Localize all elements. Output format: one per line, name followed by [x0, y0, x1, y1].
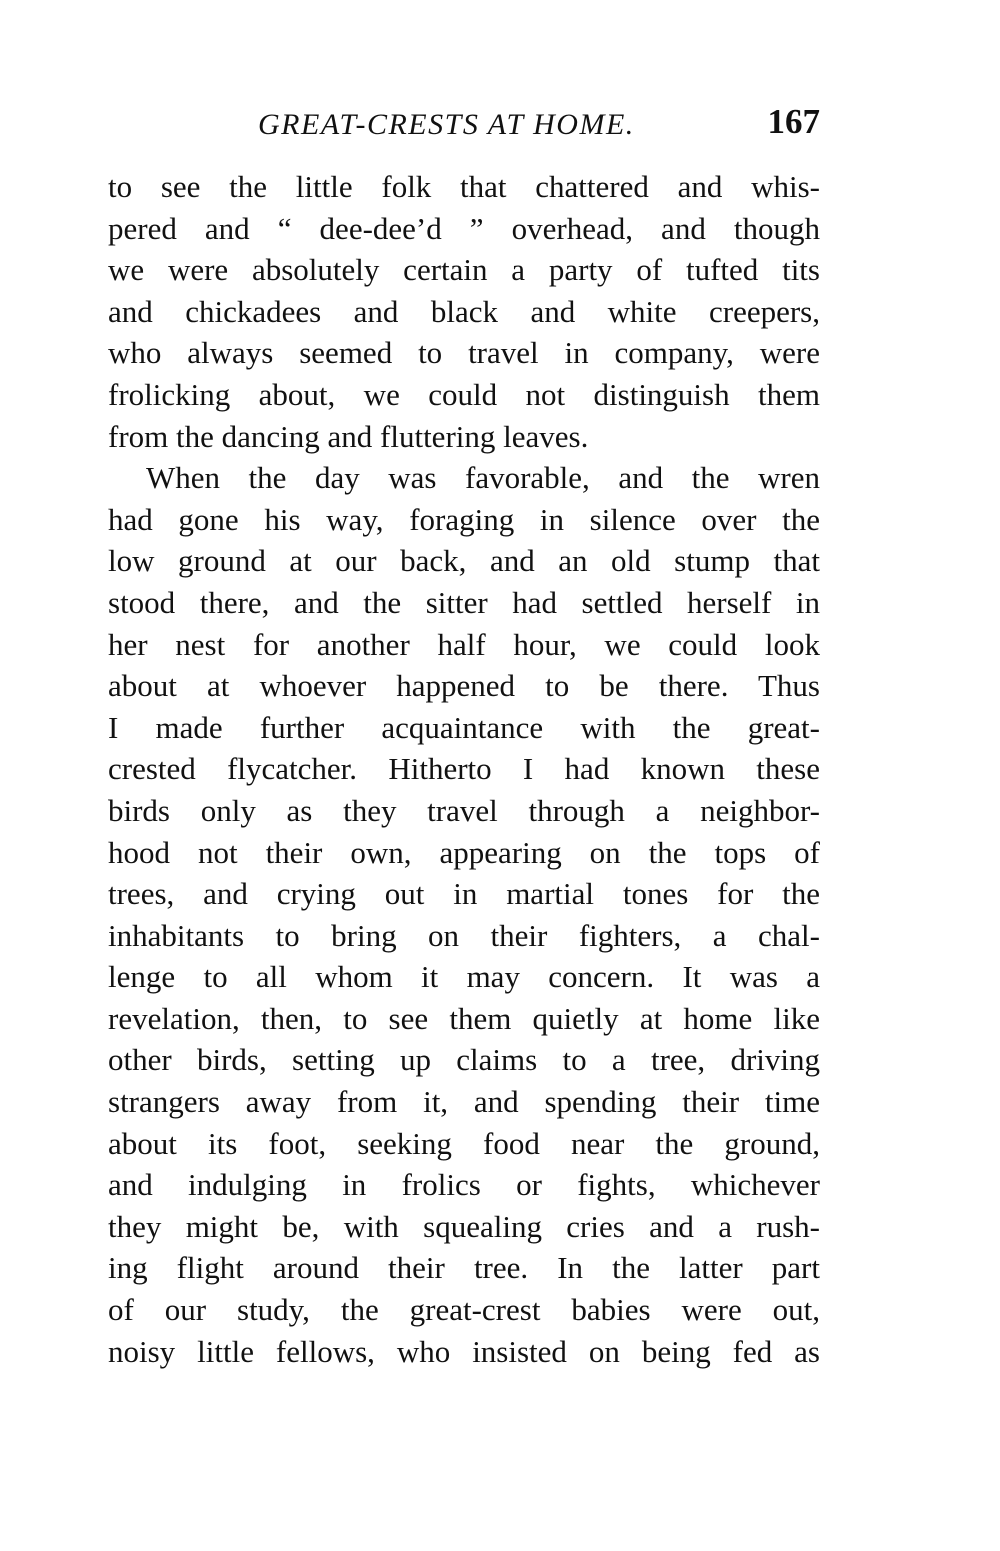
- text-line: When the day was favorable, and the wren: [146, 460, 820, 496]
- paragraph-1: [108, 166, 820, 457]
- text-line: hood not their own, appearing on the tops of: [108, 834, 820, 870]
- text-line: strangers away from it, and spending their time: [108, 1084, 820, 1120]
- paragraph-2: [108, 457, 820, 1372]
- body-text: [108, 166, 820, 1372]
- running-head: [110, 100, 820, 150]
- text-line: about its foot, seeking food near the ground,: [108, 1125, 820, 1161]
- text-line: pered and “ dee-dee’d ” overhead, and though: [108, 210, 820, 246]
- text-line: and chickadees and black and white creepers,: [108, 293, 820, 329]
- text-line: frolicking about, we could not distinguish them: [108, 376, 820, 412]
- text-line: from the dancing and fluttering leaves.: [108, 418, 589, 454]
- running-title: GREAT-CRESTS AT HOME.: [258, 108, 635, 141]
- text-line: trees, and crying out in martial tones for the: [108, 876, 820, 912]
- text-line: had gone his way, foraging in silence over the: [108, 501, 820, 537]
- text-line: inhabitants to bring on their fighters, a chal-: [108, 917, 820, 953]
- text-line: revelation, then, to see them quietly at home like: [108, 1000, 820, 1036]
- text-line: birds only as they travel through a neighbor-: [108, 792, 820, 828]
- text-line: crested flycatcher. Hitherto I had known these: [108, 751, 820, 787]
- text-line: they might be, with squealing cries and a rush-: [108, 1208, 820, 1244]
- text-line: low ground at our back, and an old stump that: [108, 543, 820, 579]
- text-line: to see the little folk that chattered and whis-: [108, 169, 820, 204]
- text-line: I made further acquaintance with the great-: [108, 709, 820, 745]
- page-number: 167: [767, 102, 820, 141]
- text-line: noisy little fellows, who insisted on being fed as: [108, 1333, 820, 1369]
- text-line: about at whoever happened to be there. Thus: [108, 668, 820, 704]
- text-line: her nest for another half hour, we could look: [108, 626, 820, 662]
- text-line: who always seemed to travel in company, were: [108, 335, 820, 371]
- text-line: other birds, setting up claims to a tree, driving: [108, 1042, 820, 1078]
- text-line: stood there, and the sitter had settled herself in: [108, 584, 820, 620]
- text-line: and indulging in frolics or fights, whichever: [108, 1167, 820, 1203]
- text-line: ing flight around their tree. In the latter part: [108, 1250, 820, 1286]
- text-line: we were absolutely certain a party of tufted tits: [108, 252, 820, 288]
- text-line: lenge to all whom it may concern. It was a: [108, 959, 820, 995]
- text-line: of our study, the great-crest babies were out,: [108, 1292, 820, 1328]
